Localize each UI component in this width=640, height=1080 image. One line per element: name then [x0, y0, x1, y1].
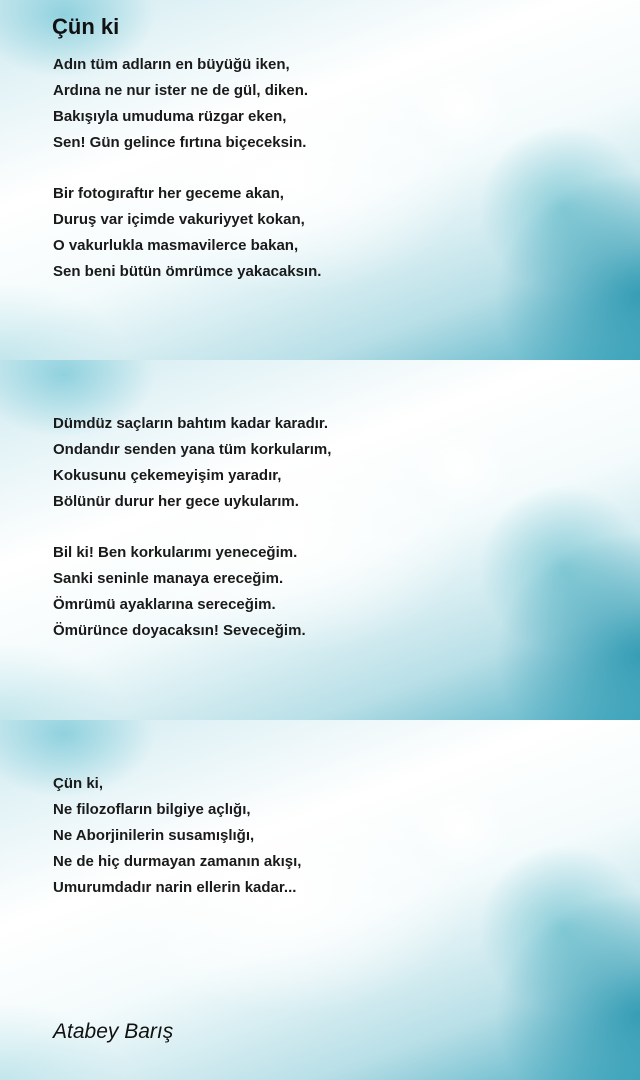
poem-line: Duruş var içimde vakuriyyet kokan,: [53, 211, 305, 228]
poem-line: Ondandır senden yana tüm korkularım,: [53, 441, 332, 458]
poem-line: Ömrümü ayaklarına sereceğim.: [53, 596, 276, 613]
poem-line: Ardına ne nur ister ne de gül, diken.: [53, 82, 309, 99]
stanza-1: [53, 52, 308, 156]
poem-line: Bakışıyla umuduma rüzgar eken,: [53, 108, 287, 125]
poem-line: Sen! Gün gelince fırtına biçeceksin.: [53, 134, 307, 151]
poem-line: Sen beni bütün ömrümce yakacaksın.: [53, 263, 322, 280]
poem-title: Çün ki: [52, 14, 120, 39]
poem-line: Dümdüz saçların bahtım kadar karadır.: [53, 415, 329, 432]
poem-panel-2: [0, 360, 640, 720]
stanza-4: [53, 540, 306, 644]
poem-line: Kokusunu çekemeyişim yaradır,: [53, 467, 282, 484]
poem-line: Ne Aborjinilerin susamışlığı,: [53, 827, 255, 844]
poem-line: Ne filozofların bilgiye açlığı,: [53, 801, 251, 818]
poem-panel-1: [0, 0, 640, 360]
poem-line: Bil ki! Ben korkularımı yeneceğim.: [53, 544, 298, 561]
poem-line: Umurumdadır narin ellerin kadar...: [53, 879, 297, 896]
stanza-5: [53, 771, 301, 901]
poem-line: Adın tüm adların en büyüğü iken,: [53, 56, 290, 73]
poem-panel-3: [0, 720, 640, 1080]
poem-line: Ömürünce doyacaksın! Seveceğim.: [53, 622, 306, 639]
poem-line: Bir fotogıraftır her geceme akan,: [53, 185, 284, 202]
stanza-3: [53, 411, 331, 515]
poem-line: Bölünür durur her gece uykularım.: [53, 493, 299, 510]
poem-author: Atabey Barış: [53, 1020, 174, 1043]
poem-line: Çün ki,: [53, 775, 104, 792]
poem-line: Ne de hiç durmayan zamanın akışı,: [53, 853, 302, 870]
stanza-2: [53, 181, 321, 285]
poem-line: O vakurlukla masmavilerce bakan,: [53, 237, 299, 254]
poem-line: Sanki seninle manaya ereceğim.: [53, 570, 284, 587]
